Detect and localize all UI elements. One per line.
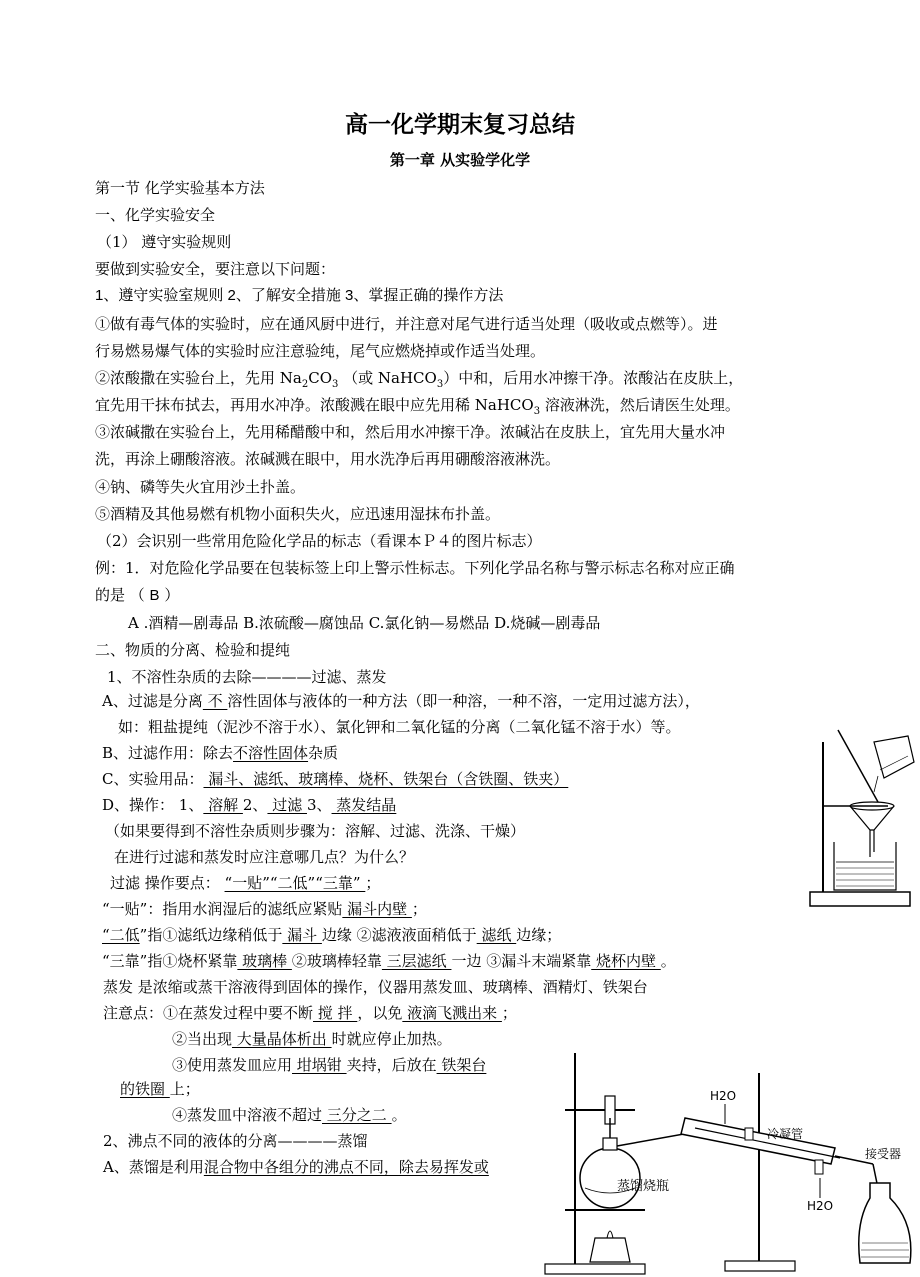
paragraph-3a: ③浓碱撒在实验台上，先用稀醋酸中和，然后用水冲擦干净。浓碱沾在皮肤上，宜先用大量水冲 bbox=[95, 423, 726, 441]
label-receiver: 接受器 bbox=[865, 1147, 902, 1161]
filtration-note: （如果要得到不溶性杂质则步骤为：溶解、过滤、洗涤、干燥） bbox=[105, 822, 526, 840]
filtration-key-points: 过滤 操作要点： “一贴”“二低”“三靠” ； bbox=[110, 874, 381, 892]
filtration-apparatus-illustration bbox=[808, 722, 920, 912]
answer: B bbox=[149, 587, 160, 604]
answer-options: A .酒精—剧毒品 B.浓硫酸—腐蚀品 C.氯化钠—易燃品 D.烧碱—剧毒品 bbox=[128, 614, 601, 632]
paragraph-3b: 洗，再涂上硼酸溶液。浓碱溅在眼中，用水洗净后再用硼酸溶液淋洗。 bbox=[95, 450, 561, 468]
chapter-title: 第一章 从实验学化学 bbox=[389, 151, 531, 169]
label-condenser: 冷凝管 bbox=[767, 1127, 804, 1141]
paragraph-1a: ①做有毒气体的实验时，应在通风厨中进行，并注意对尾气进行适当处理（吸收或点燃等）。进 bbox=[95, 315, 718, 333]
evaporation-note-3b: 的铁圈 上； bbox=[120, 1080, 200, 1098]
three-touch: “三靠”指①烧杯紧靠 玻璃棒 ②玻璃棒轻靠 三层滤纸 一边 ③漏斗末端紧靠 烧杯内壁 。 bbox=[102, 952, 676, 970]
paragraph-5: ⑤酒精及其他易燃有机物小面积失火，应迅速用湿抹布扑盖。 bbox=[95, 505, 501, 523]
paragraph-1b: 行易燃易爆气体的实验时应注意验纯，尾气应燃烧掉或作适当处理。 bbox=[95, 342, 546, 360]
filtration-question: 在进行过滤和蒸发时应注意哪几点？为什么？ bbox=[114, 848, 415, 866]
subheading-distillation: 2、沸点不同的液体的分离————蒸馏 bbox=[103, 1132, 368, 1150]
page-title: 高一化学期末复习总结 bbox=[345, 112, 575, 138]
label-h2o-top: H2O bbox=[710, 1089, 737, 1103]
subheading-filtration: 1、不溶性杂质的去除————过滤、蒸发 bbox=[107, 668, 387, 686]
label-distillation-flask: 蒸馏烧瓶 bbox=[617, 1179, 670, 1194]
two-low: “二低”指①滤纸边缘稍低于 漏斗 边缘 ②滤液液面稍低于 滤纸 边缘； bbox=[102, 926, 562, 944]
paragraph-2b: 宜先用干抹布拭去，再用水冲净。浓酸溅在眼中应先用稀 NaHCO$_3$ 溶液淋洗，然后请医生处理。 bbox=[95, 396, 740, 417]
distillation-a: A、蒸馏是利用混合物中各组分的沸点不同，除去易挥发或 bbox=[103, 1158, 489, 1176]
filtration-c: C、实验用品： 漏斗、滤纸、玻璃棒、烧杯、铁架台（含铁圈、铁夹） bbox=[102, 770, 569, 788]
heading-separation: 二、物质的分离、检验和提纯 bbox=[95, 641, 291, 659]
paragraph-2a: ②浓酸撒在实验台上，先用 $Na_2CO_3$ （或 NaHCO$_3$）中和，后用水冲擦干净。浓酸沾在皮肤上， bbox=[95, 369, 744, 390]
example-question-a: 例：1．对危险化学品要在包装标签上印上警示性标志。下列化学品名称与警示标志名称对应正确 bbox=[95, 559, 735, 577]
distillation-apparatus-illustration bbox=[535, 1048, 920, 1277]
filtration-a-example: 如：粗盐提纯（泥沙不溶于水）、氯化钾和二氧化锰的分离（二氧化锰不溶于水）等。 bbox=[118, 718, 681, 736]
paragraph-4: ④钠、磷等失火宜用沙土扑盖。 bbox=[95, 478, 306, 496]
evaporation-note-3: ③使用蒸发皿应用 坩埚钳 夹持，后放在 铁架台 bbox=[172, 1056, 487, 1074]
evaporation-note-1: 注意点：①在蒸发过程中要不断 搅 拌 ，以免 液滴飞溅出来 ； bbox=[103, 1004, 517, 1022]
heading-safety: 一、化学实验安全 bbox=[95, 206, 216, 224]
evaporation-note-2: ②当出现 大量晶体析出 时就应停止加热。 bbox=[172, 1030, 452, 1048]
one-stick: “一贴”：指用水润湿后的滤纸应紧贴 漏斗内壁 ； bbox=[102, 900, 427, 918]
example-question-b: 的是 （ B ） bbox=[95, 586, 180, 604]
evaporation-note-4: ④蒸发皿中溶液不超过 三分之二 。 bbox=[172, 1106, 407, 1124]
filtration-a: A、过滤是分离 不 溶性固体与液体的一种方法（即一种溶，一种不溶，一定用过滤方法）， bbox=[102, 692, 700, 710]
section-heading: 第一节 化学实验基本方法 bbox=[95, 179, 265, 197]
intro-text: 要做到实验安全，要注意以下问题： bbox=[95, 260, 336, 278]
filtration-d: D、操作： 1、 溶解 2、 过滤 3、 蒸发结晶 bbox=[102, 796, 397, 814]
subheading-hazard: （2）会识别一些常用危险化学品的标志（看课本Ｐ４的图片标志） bbox=[97, 532, 542, 550]
evaporation-def: 蒸发 是浓缩或蒸干溶液得到固体的操作，仪器用蒸发皿、玻璃棒、酒精灯、铁架台 bbox=[103, 978, 648, 996]
rules-list: 1、遵守实验室规则 2、了解安全措施 3、掌握正确的操作方法 bbox=[95, 287, 504, 304]
subheading-rules: （1） 遵守实验规则 bbox=[97, 233, 232, 251]
label-h2o-bottom: H2O bbox=[807, 1199, 834, 1213]
filtration-b: B、过滤作用：除去不溶性固体杂质 bbox=[102, 744, 339, 762]
